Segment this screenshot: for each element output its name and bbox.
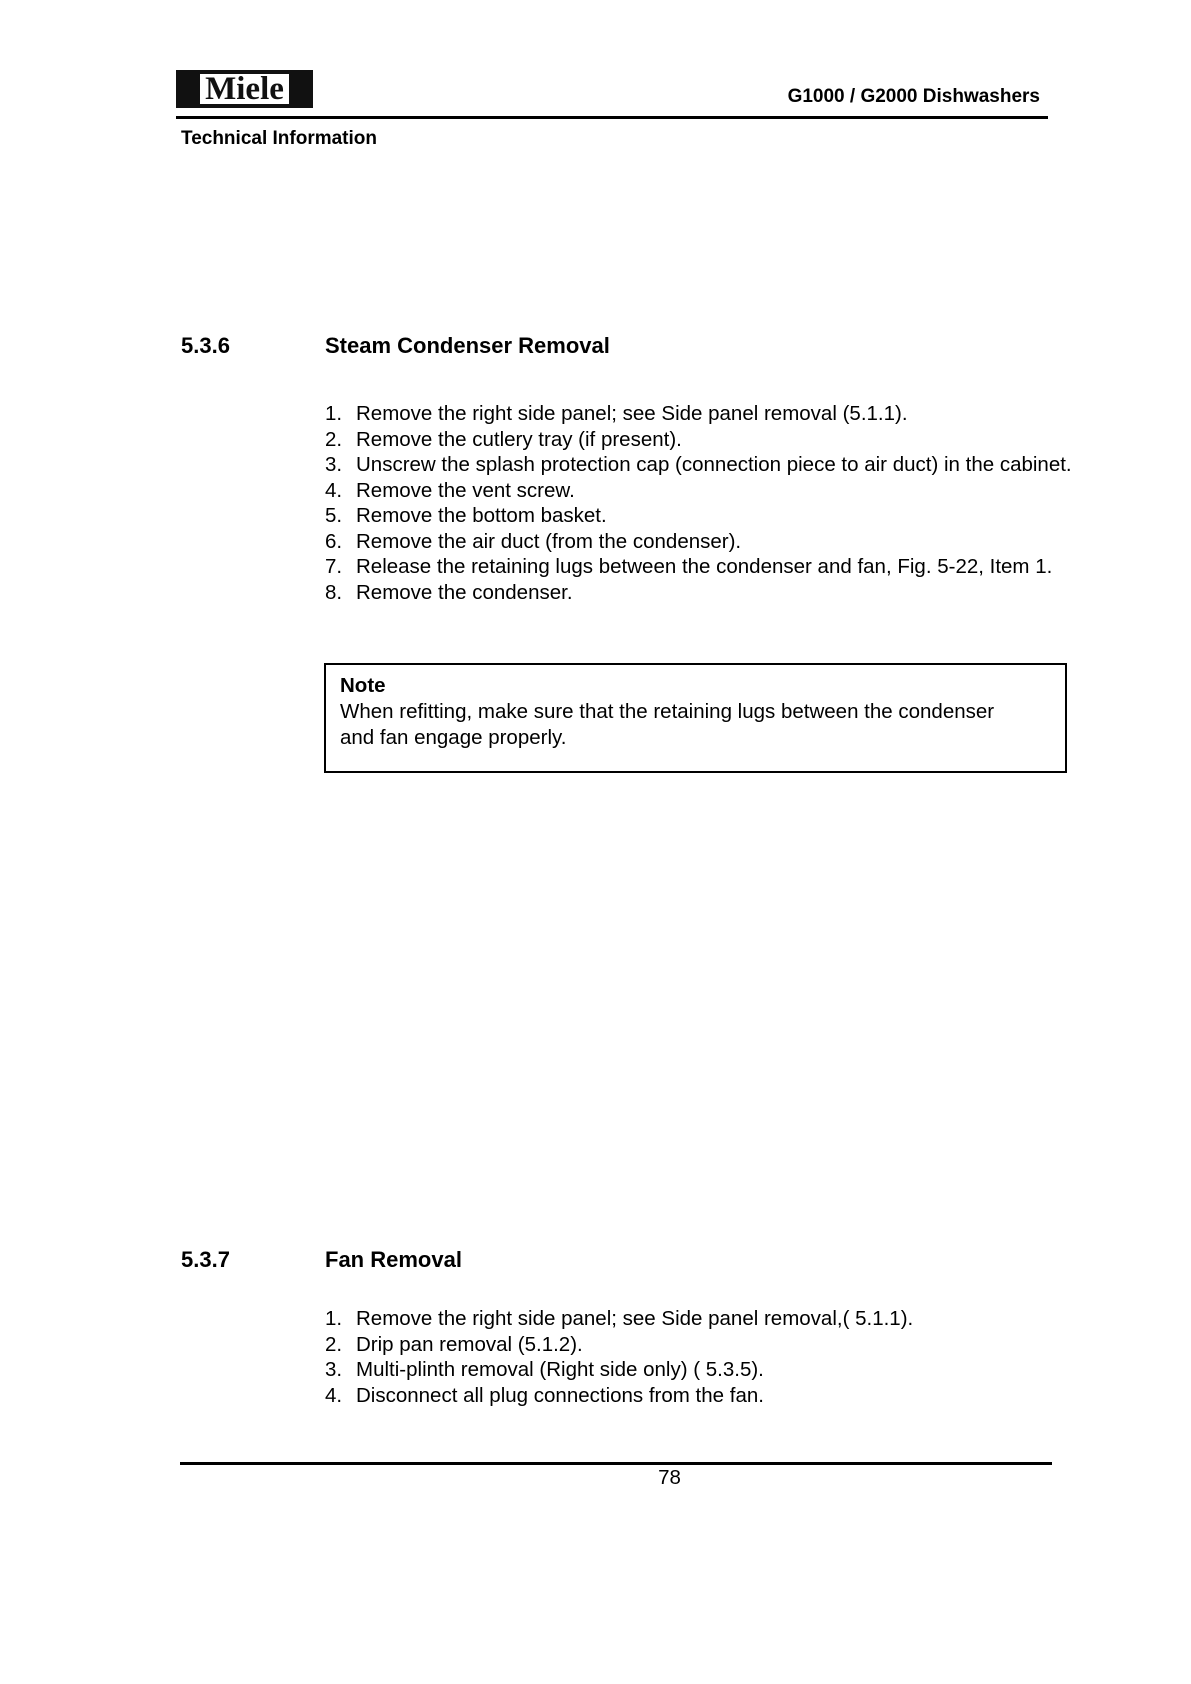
list-item: 4. Remove the vent screw. (325, 478, 575, 502)
step-text: Drip pan removal (5.1.2). (356, 1332, 583, 1356)
steps-list (325, 1306, 913, 1408)
step-text: Disconnect all plug connections from the fan. (356, 1383, 764, 1407)
list-item: 1. Remove the right side panel; see Side panel removal (5.1.1). (325, 402, 908, 425)
step-text: Unscrew the splash protection cap (connection piece to air duct) in the cabinet. (356, 453, 1072, 476)
step-text: Remove the vent screw. (356, 478, 575, 502)
note-text-line: When refitting, make sure that the retaining lugs between the condenser (340, 700, 995, 723)
list-item: 6. Remove the air duct (from the condenser). (325, 529, 742, 553)
step-text: Remove the bottom basket. (356, 504, 607, 527)
list-item: 8. Remove the condenser. (325, 580, 573, 604)
step-text: Release the retaining lugs between the condenser and fan, Fig. 5-22, Item 1. (356, 555, 1053, 578)
list-item: 7. Release the retaining lugs between the condenser and fan, Fig. 5-22, Item 1. (325, 555, 1053, 578)
step-text: Remove the right side panel; see Side panel removal (5.1.1). (356, 402, 908, 425)
step-text: Remove the cutlery tray (if present). (356, 427, 682, 451)
list-item: 4. Disconnect all plug connections from the fan. (325, 1383, 764, 1407)
step-text: Multi-plinth removal (Right side only) ( 5.3.5). (356, 1358, 764, 1381)
list-item: 3. Unscrew the splash protection cap (connection piece to air duct) in the cabinet. (325, 453, 1072, 476)
list-item: 1. Remove the right side panel; see Side panel removal,( 5.1.1). (325, 1307, 914, 1330)
logo-wordmark: Miele (200, 74, 289, 104)
page-number: 78 (658, 1466, 681, 1489)
note-heading: Note (340, 674, 386, 697)
step-text: Remove the right side panel; see Side panel removal,( 5.1.1). (356, 1307, 914, 1330)
footer-rule (180, 1462, 1052, 1465)
list-item: 2. Drip pan removal (5.1.2). (325, 1332, 583, 1356)
list-item: 2. Remove the cutlery tray (if present). (325, 427, 682, 451)
section-number: 5.3.6 (181, 333, 230, 358)
list-item: 3. Multi-plinth removal (Right side only) ( 5.3.5). (325, 1358, 764, 1381)
document-title: G1000 / G2000 Dishwashers (787, 86, 1040, 107)
step-text: Remove the air duct (from the condenser). (356, 529, 742, 553)
list-item: 5. Remove the bottom basket. (325, 504, 607, 527)
step-text: Remove the condenser. (356, 580, 573, 604)
section-title: Steam Condenser Removal (325, 333, 610, 358)
header-rule (176, 116, 1048, 119)
section-label: Technical Information (181, 128, 378, 149)
section-title: Fan Removal (325, 1247, 462, 1272)
section-number: 5.3.7 (181, 1247, 230, 1272)
miele-logo (176, 70, 313, 108)
note-box (324, 663, 1067, 773)
steps-list (325, 401, 1072, 605)
note-text-line: and fan engage properly. (340, 726, 567, 749)
